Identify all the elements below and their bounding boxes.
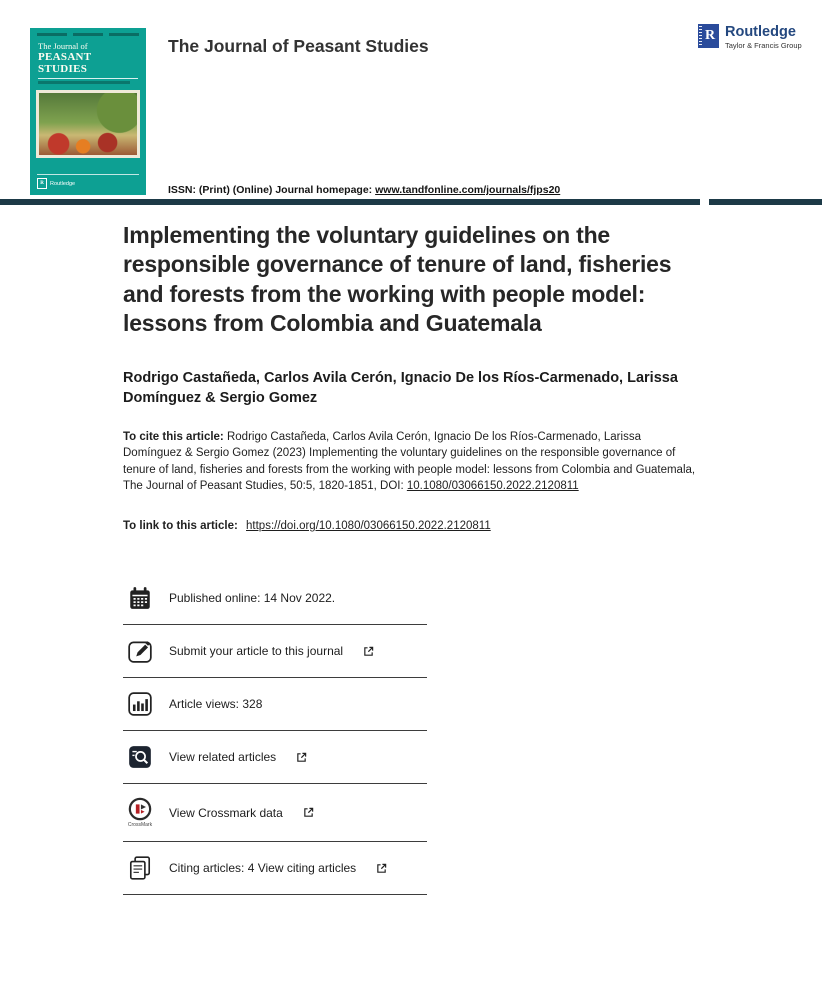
issn-line xyxy=(168,184,560,196)
link-label: To link to this article: xyxy=(123,520,238,532)
article-views-label: Article views: 328 xyxy=(169,697,263,711)
cover-masthead-line2: PEASANT STUDIES xyxy=(38,51,92,75)
crossmark-icon xyxy=(125,797,155,828)
article-authors: Rodrigo Castañeda, Carlos Avila Cerón, Ignacio De los Ríos-Carmenado, Larissa Domínguez & Sergio Gomez xyxy=(123,370,678,406)
related-articles-icon xyxy=(125,744,155,770)
external-link-icon xyxy=(296,752,307,763)
crossmark-label: View Crossmark data xyxy=(169,805,283,820)
cover-publisher-name: Routledge xyxy=(50,180,76,187)
cite-doi-link[interactable]: 10.1080/03066150.2022.2120811 xyxy=(406,480,579,493)
external-link-icon xyxy=(363,646,374,657)
article-views-row xyxy=(123,678,427,731)
citing-articles-row[interactable] xyxy=(123,842,427,895)
related-articles-label: View related articles xyxy=(169,750,277,764)
external-link-icon xyxy=(376,863,387,874)
submit-article-label: Submit your article to this journal xyxy=(169,644,344,658)
cover-masthead-line1: The Journal of xyxy=(38,41,88,51)
article-title: Implementing the voluntary guidelines on the responsible governance of tenure of land, fisheries and forests from the working with people model: lessons from Colombia and Guatemala xyxy=(123,222,672,337)
cover-divider xyxy=(38,78,138,79)
external-link-icon xyxy=(303,807,314,818)
citing-articles-label: Citing articles: 4 View citing articles xyxy=(169,861,357,875)
crossmark-caption: CrossMark xyxy=(127,822,153,828)
cover-artwork xyxy=(36,90,140,158)
journal-cover-thumbnail xyxy=(30,28,146,195)
journal-homepage-link[interactable]: www.tandfonline.com/journals/fjps20 xyxy=(375,184,561,196)
header-rule xyxy=(0,199,822,205)
citing-articles-icon xyxy=(125,855,155,881)
article-doi-url[interactable]: https://doi.org/10.1080/03066150.2022.2120811 xyxy=(246,520,491,532)
cite-label: To cite this article: xyxy=(123,431,224,443)
publisher-name: Routledge xyxy=(725,24,796,40)
published-online-label: Published online: 14 Nov 2022. xyxy=(169,591,336,605)
routledge-mark-small: R xyxy=(37,178,47,189)
cite-text: Rodrigo Castañeda, Carlos Avila Cerón, Ignacio De los Ríos-Carmenado, Larissa Domínguez & Sergio Gomez (2023) Implementing the voluntary guidelines on the responsible governance of tenure of land, fisheries and forests from the working with people model: lessons from Colombia and Guatemala, The Journal of Peasant Studies, 50:5, 1820-1851, DOI: xyxy=(123,431,696,493)
routledge-mark-icon xyxy=(698,24,719,48)
article-actions-list xyxy=(123,572,427,895)
published-online-row xyxy=(123,572,427,625)
submit-article-row[interactable] xyxy=(123,625,427,678)
submit-article-icon xyxy=(125,638,155,664)
header-rule-gap xyxy=(700,199,709,205)
cover-masthead xyxy=(38,41,138,84)
calendar-icon xyxy=(125,585,155,611)
article-views-icon xyxy=(125,691,155,717)
article-link-line xyxy=(123,520,491,532)
cover-issue-meta xyxy=(37,33,139,36)
publisher-tagline: Taylor & Francis Group xyxy=(725,41,802,50)
crossmark-row[interactable] xyxy=(123,784,427,842)
journal-title: The Journal of Peasant Studies xyxy=(168,36,429,56)
issn-label: ISSN: (Print) (Online) Journal homepage: xyxy=(168,184,373,196)
routledge-logo xyxy=(698,24,802,50)
routledge-mark-letter: R xyxy=(704,28,716,43)
cover-publisher xyxy=(37,174,139,189)
cover-subtitle-bar xyxy=(38,81,130,84)
citation-block xyxy=(123,429,701,495)
related-articles-row[interactable] xyxy=(123,731,427,784)
